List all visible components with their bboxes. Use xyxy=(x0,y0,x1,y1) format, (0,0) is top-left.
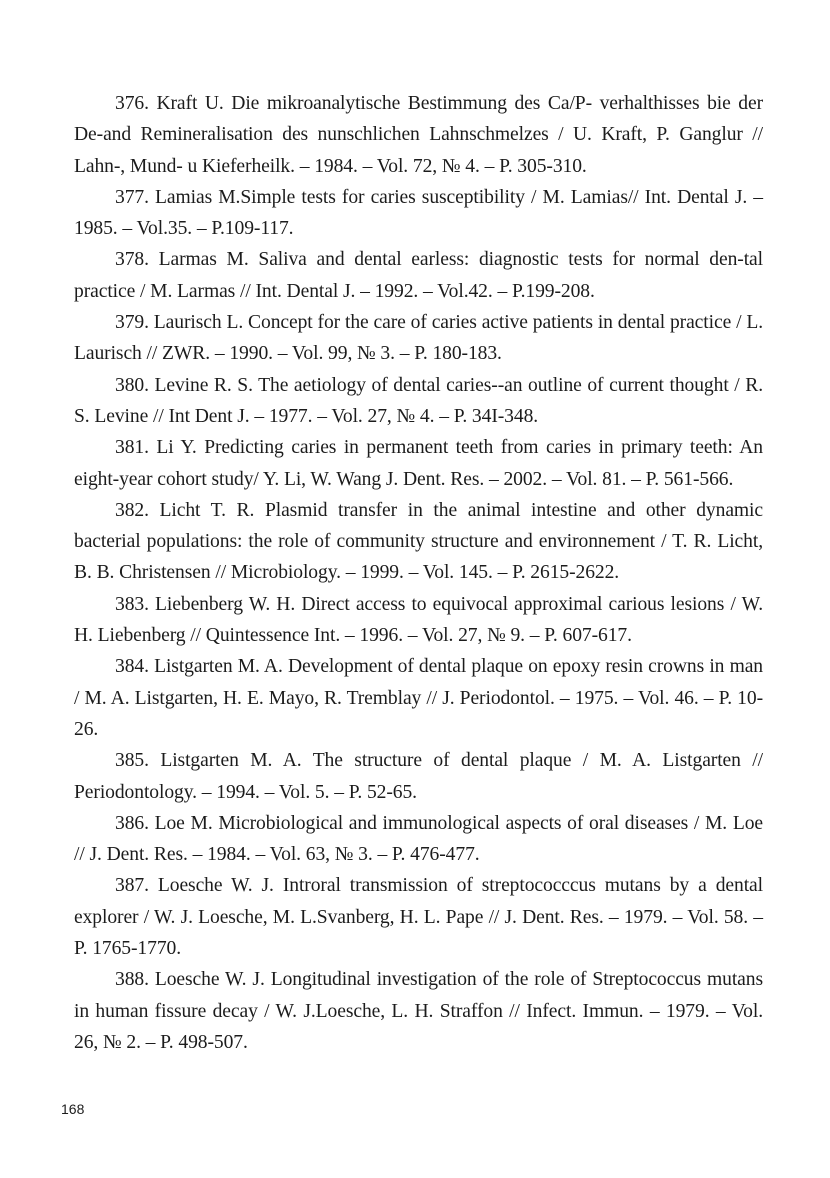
reference-entry-378: 378. Larmas M. Saliva and dental earless: diagnostic tests for normal den-tal practice / M. Larmas // Int. Dental J. – 1992. – Vol.42. – P.199-208. xyxy=(74,249,763,302)
reference-entry-386: 386. Loe M. Microbiological and immunological aspects of oral diseases / M. Loe // J. Dent. Res. – 1984. – Vol. 63, № 3. – P. 476-477. xyxy=(74,812,763,866)
reference-entry-382: 382. Licht T. R. Plasmid transfer in the animal intestine and other dynamic bacterial populations: the role of community structure and environnement / T. R. Licht, B. B. Christensen // Microbiology. – 1999. – Vol. 145. – P. 2615-2622. xyxy=(74,499,763,584)
reference-entry-377: 377. Lamias M.Simple tests for caries susceptibility / M. Lamias// Int. Dental J. – 1985. – Vol.35. – P.109-117. xyxy=(74,186,763,240)
reference-entry-380: 380. Levine R. S. The aetiology of dental caries--an outline of current thought / R. S. Levine // Int Dent J. – 1977. – Vol. 27, № 4. – P. 34I-348. xyxy=(74,374,763,427)
reference-entry-387: 387. Loesche W. J. Introral transmission of streptococccus mutans by a dental explorer / W. J. Loesche, M. L.Svanberg, H. L. Pape // J. Dent. Res. – 1979. – Vol. 58. – P. 1765-1770. xyxy=(74,875,763,960)
reference-entry-388: 388. Loesche W. J. Longitudinal investigation of the role of Streptococcus mutans in human fissure decay / W. J.Loesche, L. H. Straffon // Infect. Immun. – 1979. – Vol. 26, № 2. – P. 498-507. xyxy=(74,969,763,1053)
reference-entry-385: 385. Listgarten M. A. The structure of dental plaque / M. A. Listgarten // Periodontology. – 1994. – Vol. 5. – P. 52-65. xyxy=(74,750,763,803)
page-number: 168 xyxy=(61,1101,85,1117)
reference-entry-379: 379. Laurisch L. Concept for the care of caries active patients in dental practice / L. Laurisch // ZWR. – 1990. – Vol. 99, № 3. – P. 180-183. xyxy=(74,312,763,365)
reference-entry-381: 381. Li Y. Predicting caries in permanent teeth from caries in primary teeth: An eight-year cohort study/ Y. Li, W. Wang J. Dent. Res. – 2002. – Vol. 81. – P. 561-566. xyxy=(74,437,763,490)
reference-entry-376: 376. Kraft U. Die mikroanalytische Bestimmung des Ca/P- verhalthisses bie der De-and Remineralisation des nunschlichen Lahnschmelzes / U. Kraft, P. Ganglur // Lahn-, Mund- u Kieferheilk. – 1984. – Vol. 72, № 4. – P. 305-310. xyxy=(74,93,763,177)
reference-list xyxy=(74,88,763,1058)
reference-entry-384: 384. Listgarten M. A. Development of dental plaque on epoxy resin crowns in man / M. A. Listgarten, H. E. Mayo, R. Tremblay // J. Periodontol. – 1975. – Vol. 46. – P. 10-26. xyxy=(74,656,763,740)
reference-entry-383: 383. Liebenberg W. H. Direct access to equivocal approximal carious lesions / W. H. Liebenberg // Quintessence Int. – 1996. – Vol. 27, № 9. – P. 607-617. xyxy=(74,593,763,647)
